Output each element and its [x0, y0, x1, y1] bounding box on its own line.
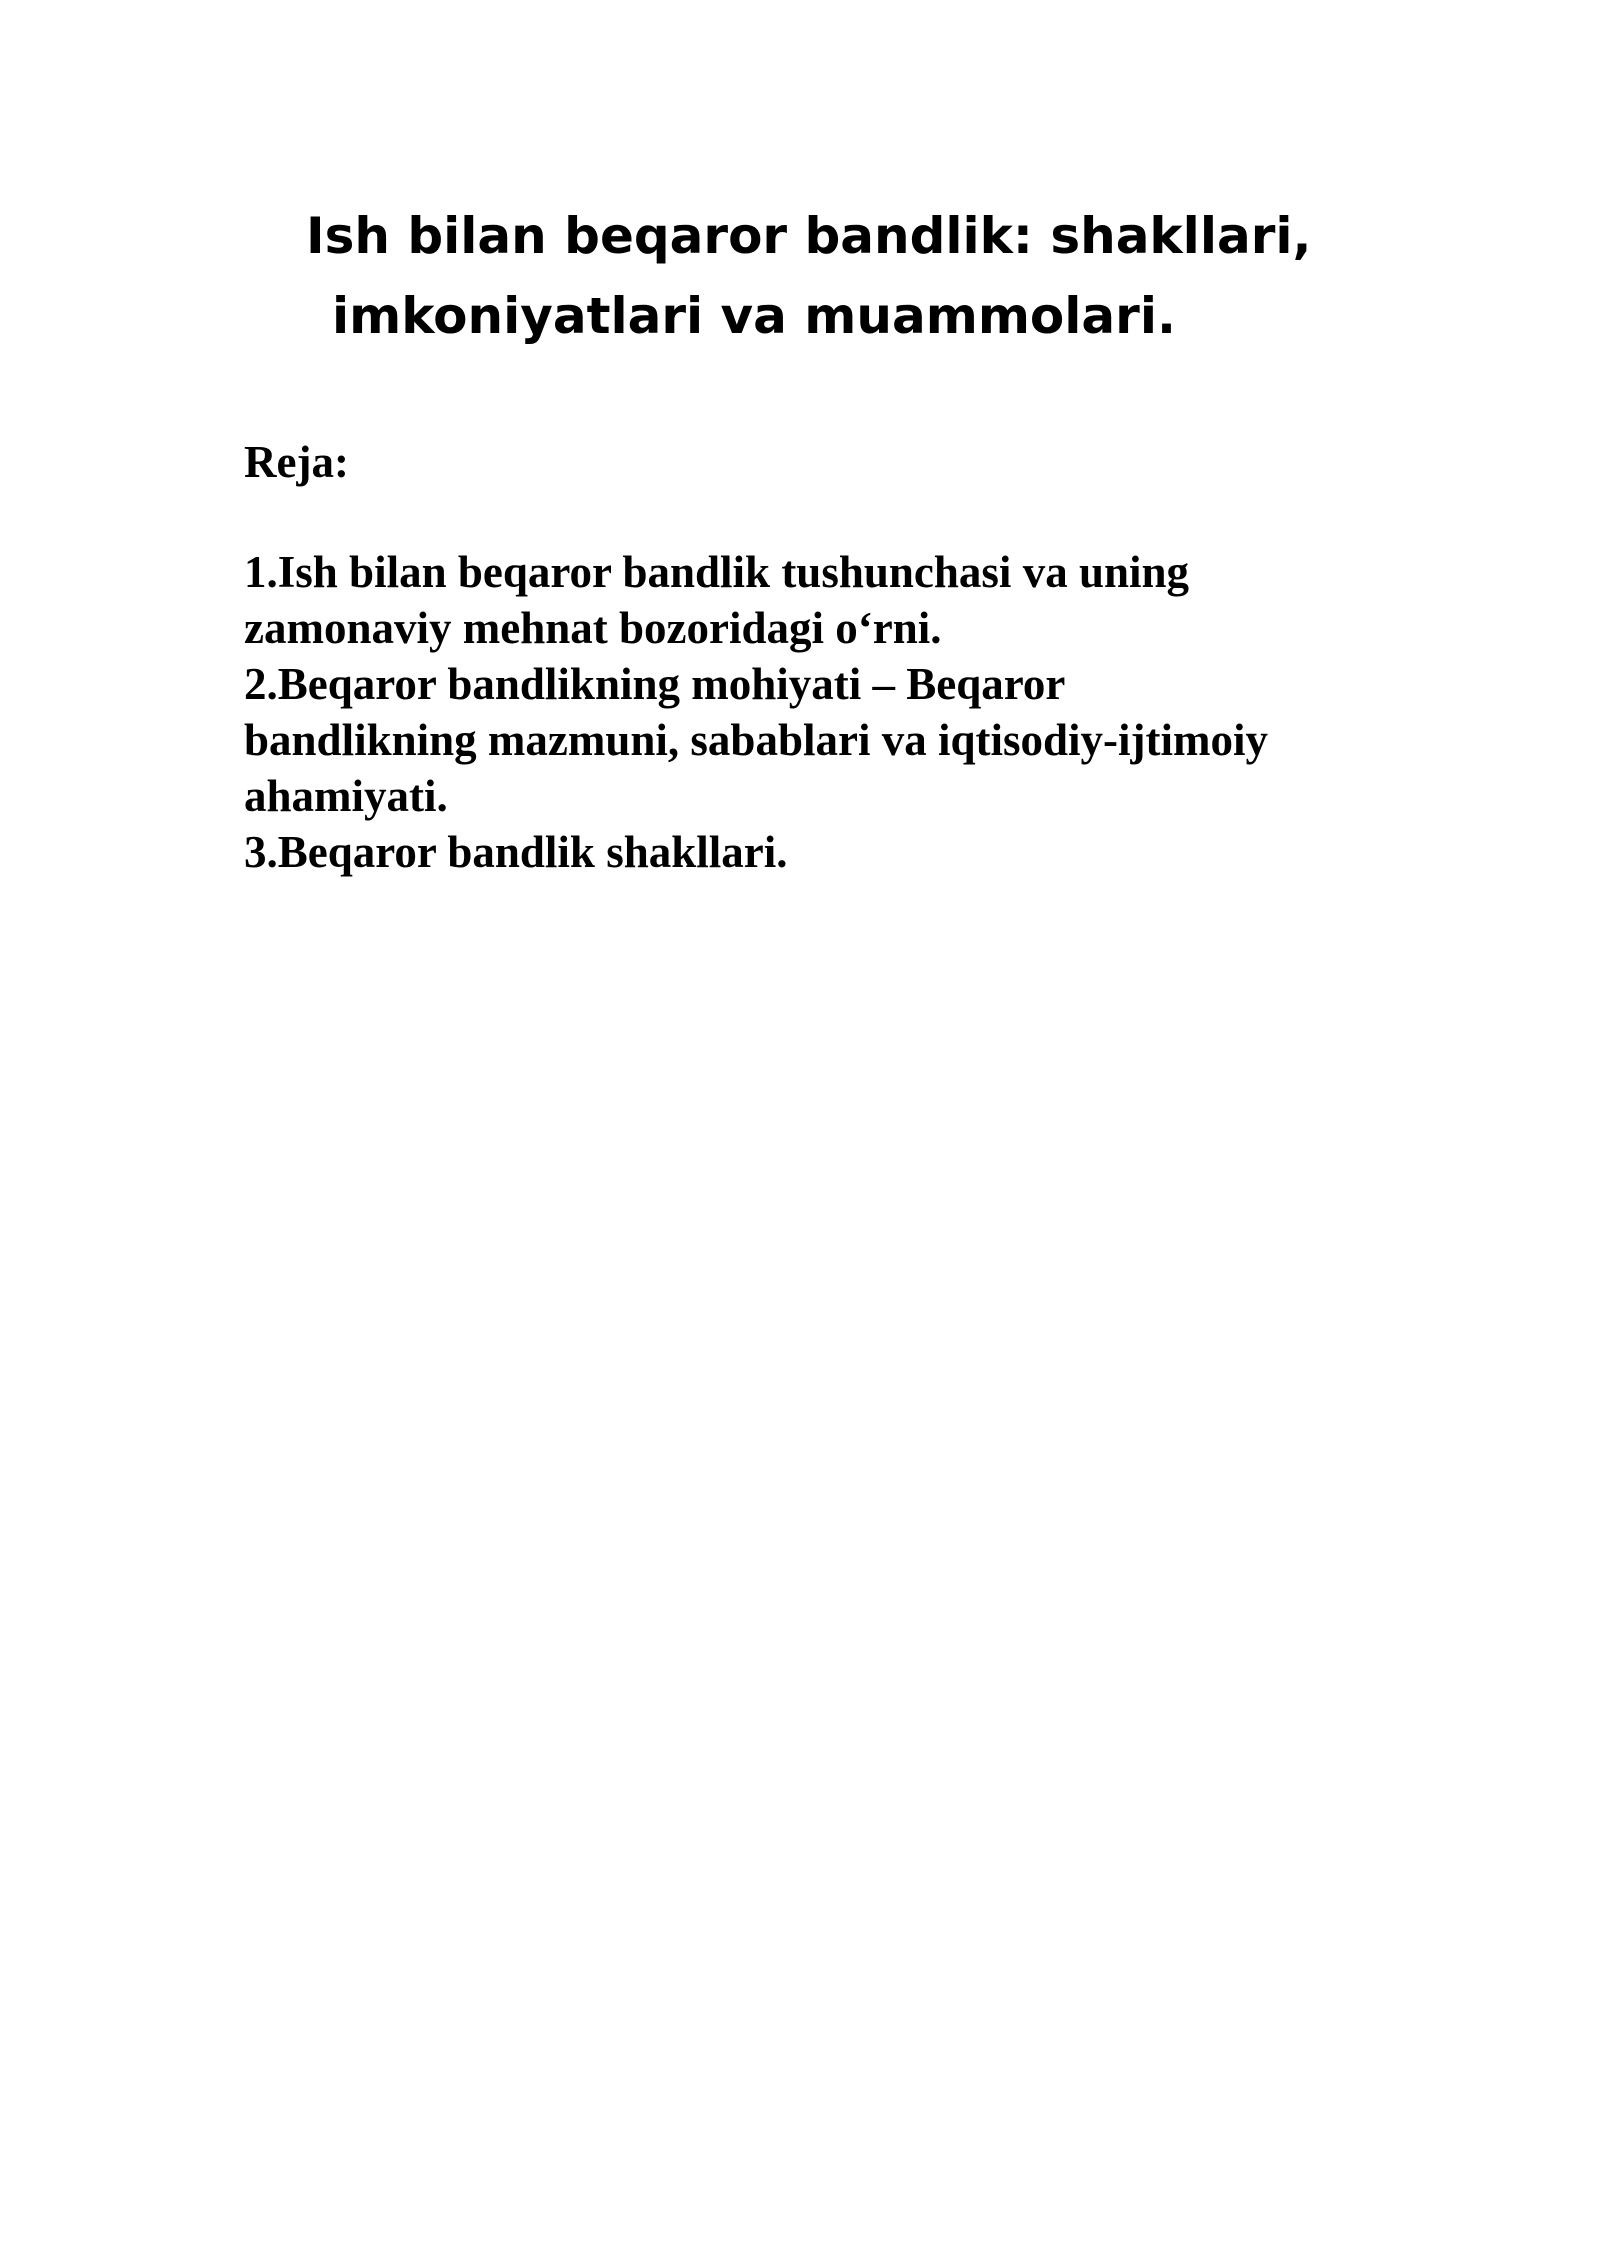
plan-item-line: zamonaviy mehnat bozoridagi o‘rni.	[244, 603, 942, 653]
plan-item-line: 1.Ish bilan beqaror bandlik tushunchasi va uning	[244, 547, 1190, 597]
plan-item-line: 3.Beqaror bandlik shakllari.	[244, 827, 788, 877]
plan-item-line: bandlikning mazmuni, sabablari va iqtisodiy-ijtimoiy	[244, 715, 1268, 765]
plan-heading: Reja:	[244, 437, 349, 487]
plan-item-line: ahamiyati.	[244, 771, 448, 821]
document-title-line: Ish bilan beqaror bandlik: shakllari,	[306, 207, 1312, 265]
document-title	[200, 196, 1400, 356]
plan-item	[244, 656, 1404, 824]
plan-list	[244, 544, 1404, 880]
plan-item	[244, 544, 1404, 656]
document-title-line: imkoniyatlari va muammolari.	[332, 287, 1176, 345]
plan-item	[244, 824, 1404, 880]
plan-item-line: 2.Beqaror bandlikning mohiyati – Beqaror	[244, 659, 1066, 709]
